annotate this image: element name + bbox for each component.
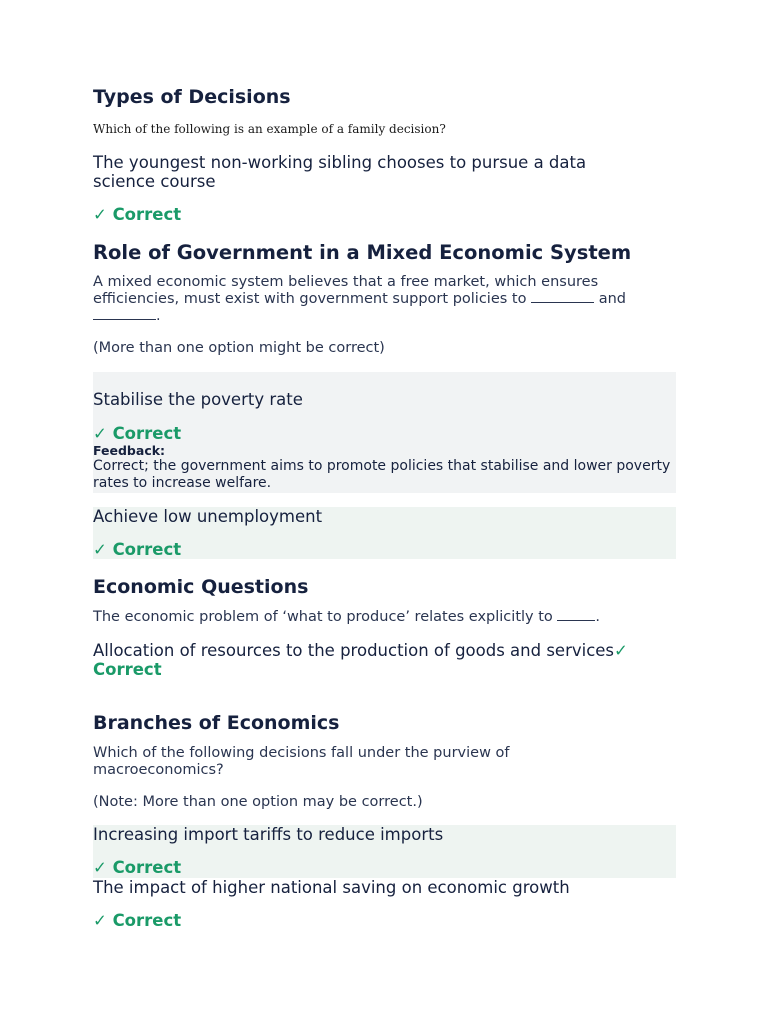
answer-text: The youngest non-working sibling chooses to pursue a data science course bbox=[93, 153, 587, 191]
question-note: (More than one option might be correct) bbox=[93, 340, 385, 356]
check-icon: ✓ bbox=[93, 205, 107, 224]
question-text: Which of the following is an example of a family decision? bbox=[93, 122, 446, 136]
section-title-economic-questions: Economic Questions bbox=[93, 576, 309, 598]
answer-text bbox=[93, 641, 688, 679]
check-icon: ✓ bbox=[93, 858, 107, 877]
blank-line bbox=[557, 618, 595, 621]
feedback-text: Correct; the government aims to promote policies that stabilise and lower poverty rates to increase welfare. bbox=[93, 458, 671, 491]
correct-label: Correct bbox=[112, 540, 182, 559]
correct-status bbox=[93, 424, 181, 443]
check-icon: ✓ bbox=[93, 911, 107, 930]
answer-text: Stabilise the poverty rate bbox=[93, 390, 303, 409]
answer-box bbox=[93, 372, 676, 493]
answer-text: The impact of higher national saving on economic growth bbox=[93, 878, 570, 897]
correct-label: Correct bbox=[112, 205, 182, 224]
check-icon: ✓ bbox=[614, 641, 628, 660]
question-part-1: A mixed economic system believes that a free market, which ensures efficiencies, must exist with government support policies to bbox=[93, 274, 599, 307]
answer-label: Allocation of resources to the production of goods and services bbox=[93, 641, 615, 660]
correct-label: Correct bbox=[112, 424, 182, 443]
correct-status bbox=[93, 540, 181, 559]
correct-status bbox=[93, 858, 181, 877]
question-end: . bbox=[595, 609, 600, 625]
correct-status bbox=[93, 911, 676, 930]
question-end: . bbox=[156, 308, 161, 324]
check-icon: ✓ bbox=[93, 424, 107, 443]
correct-label: Correct bbox=[93, 660, 162, 679]
blank-line bbox=[93, 317, 156, 320]
section-title-types-of-decisions: Types of Decisions bbox=[93, 86, 291, 108]
question-text: Which of the following decisions fall under the purview of macroeconomics? bbox=[93, 745, 510, 778]
question-text bbox=[93, 609, 676, 626]
question-text bbox=[93, 274, 664, 325]
answer-text: Increasing import tariffs to reduce imports bbox=[93, 825, 444, 844]
section-title-role-of-government: Role of Government in a Mixed Economic System bbox=[93, 241, 632, 264]
correct-status bbox=[93, 205, 676, 224]
feedback-label: Feedback: bbox=[93, 443, 166, 458]
blank-line bbox=[531, 300, 594, 303]
check-icon: ✓ bbox=[93, 540, 107, 559]
answer-box bbox=[93, 507, 676, 559]
question-note: (Note: More than one option may be correct.) bbox=[93, 794, 423, 810]
answer-text: Achieve low unemployment bbox=[93, 507, 323, 526]
correct-label: Correct bbox=[112, 911, 182, 930]
question-part-1: The economic problem of ‘what to produce’ relates explicitly to bbox=[93, 609, 553, 625]
question-part-2: and bbox=[598, 291, 626, 307]
answer-box bbox=[93, 825, 676, 878]
section-title-branches-of-economics: Branches of Economics bbox=[93, 712, 340, 734]
correct-label: Correct bbox=[112, 858, 182, 877]
